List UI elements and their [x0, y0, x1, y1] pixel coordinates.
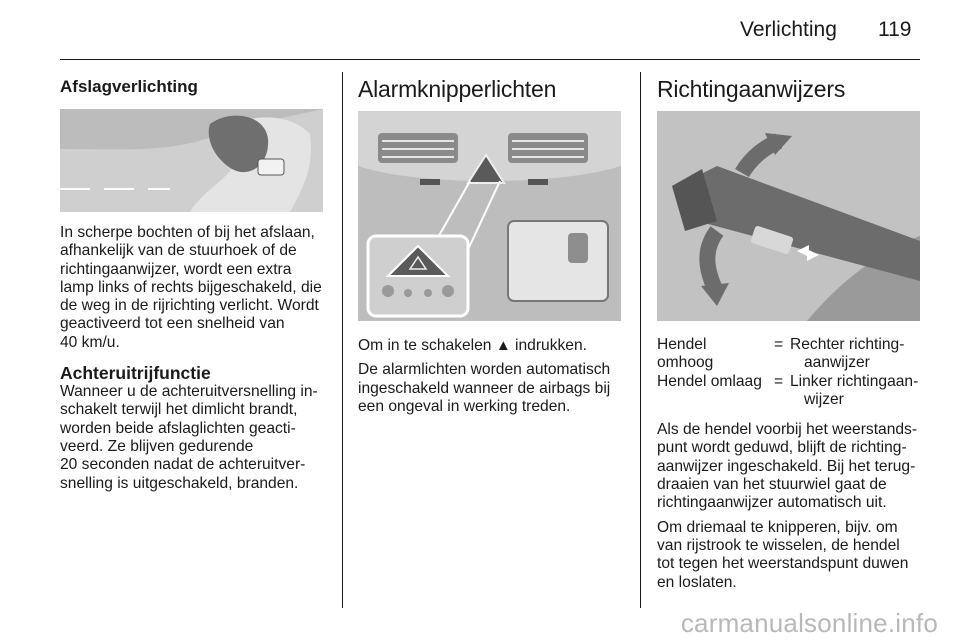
hazard-switch-illustration — [358, 111, 621, 321]
turn-signal-lever-illustration — [657, 111, 920, 321]
afslagverlichting-body — [60, 224, 340, 493]
text-line: Linker richtingaan- — [790, 372, 919, 390]
text-line: worden beide afslaglichten geacti- — [60, 419, 296, 437]
page-number: 119 — [878, 18, 912, 41]
text-line: De alarmlichten worden automatisch — [358, 361, 611, 379]
text-line: snelling is uitgeschakeld, branden. — [60, 474, 299, 492]
subheading-achteruitrijfunctie: Achteruitrijfunctie — [60, 363, 211, 384]
section-heading-alarmknipperlichten: Alarmknipperlichten — [358, 76, 557, 102]
table-row — [657, 336, 918, 373]
section-heading-afslagverlichting: Afslagverlichting — [60, 77, 198, 96]
eq-cell: = — [774, 372, 784, 390]
text-line: aanwijzer — [804, 354, 870, 372]
page-header-title: Verlichting — [740, 18, 837, 41]
text-line: Rechter richting- — [790, 336, 905, 353]
col-alarmknipperlichten — [358, 76, 628, 103]
text-line: Hendel — [657, 336, 707, 353]
text-line: de weg in de rijrichting verlicht. Wordt — [60, 297, 319, 315]
column-divider-2 — [640, 72, 641, 608]
eq-cell: = — [774, 336, 784, 353]
def-cell — [790, 373, 918, 410]
header-divider — [60, 59, 920, 60]
col-richtingaanwijzers — [657, 76, 920, 103]
table-row — [657, 373, 918, 410]
richting-paragraph-1 — [657, 421, 927, 512]
text-line: Om driemaal te knipperen, bijv. om — [657, 518, 898, 536]
text-line: 40 km/u. — [60, 333, 120, 351]
text-line: en loslaten. — [657, 573, 737, 591]
watermark: carmanualsonline.info — [680, 608, 938, 638]
col-afslagverlichting — [60, 77, 335, 97]
text-line: ingeschakeld wanneer de airbags bij — [358, 379, 611, 397]
alarm-body — [358, 337, 633, 416]
richting-body — [657, 336, 927, 592]
text-line: Om in te schakelen — [358, 337, 492, 354]
term-cell — [657, 336, 774, 373]
text-line: schakelt terwijl het dimlicht brandt, — [60, 401, 298, 419]
text-line: draaien van het stuurwiel gaat de — [657, 476, 887, 494]
text-line: wijzer — [804, 390, 844, 408]
alarm-instruction — [358, 337, 633, 355]
text-line: richtingaanwijzer automatisch uit. — [657, 494, 887, 512]
text-line: Hendel omlaag — [657, 372, 762, 390]
text-line: In scherpe bochten of bij het afslaan, — [60, 224, 315, 241]
hazard-warning-icon: ▲ — [495, 337, 511, 354]
text-line: Als de hendel voorbij het weerstands- — [657, 421, 918, 439]
text-line: van rijstrook te wisselen, de hendel — [657, 536, 900, 554]
text-line: tot tegen het weerstandspunt duwen — [657, 555, 909, 573]
text-line: indrukken. — [515, 337, 587, 354]
text-line: richtingaanwijzer, wordt een extra — [60, 260, 292, 278]
text-line: geactiveerd tot een snelheid van — [60, 315, 285, 333]
alarm-paragraph — [358, 361, 633, 416]
text-line: 20 seconden nadat de achteruitver- — [60, 456, 306, 474]
richting-paragraph-2 — [657, 519, 927, 592]
text-line: afhankelijk van de stuurhoek of de — [60, 242, 297, 260]
text-line: aanwijzer ingeschakeld. Bij het terug- — [657, 457, 916, 475]
achteruitrij-paragraph — [60, 383, 340, 493]
cornering-light-illustration — [60, 109, 323, 212]
text-line: omhoog — [657, 354, 714, 372]
text-line: punt wordt geduwd, blijft de richting- — [657, 439, 907, 457]
def-cell — [790, 336, 918, 373]
term-cell — [657, 373, 774, 410]
column-divider-1 — [342, 72, 343, 608]
text-line: veerd. Ze blijven gedurende — [60, 437, 254, 455]
lever-definition-table — [657, 336, 918, 409]
text-line: lamp links of rechts bijgeschakeld, die — [60, 278, 322, 296]
text-line: een ongeval in werking treden. — [358, 397, 571, 415]
section-heading-richtingaanwijzers: Richtingaanwijzers — [657, 76, 846, 102]
afslag-paragraph — [60, 224, 340, 352]
text-line: Wanneer u de achteruitversnelling in- — [60, 383, 318, 401]
